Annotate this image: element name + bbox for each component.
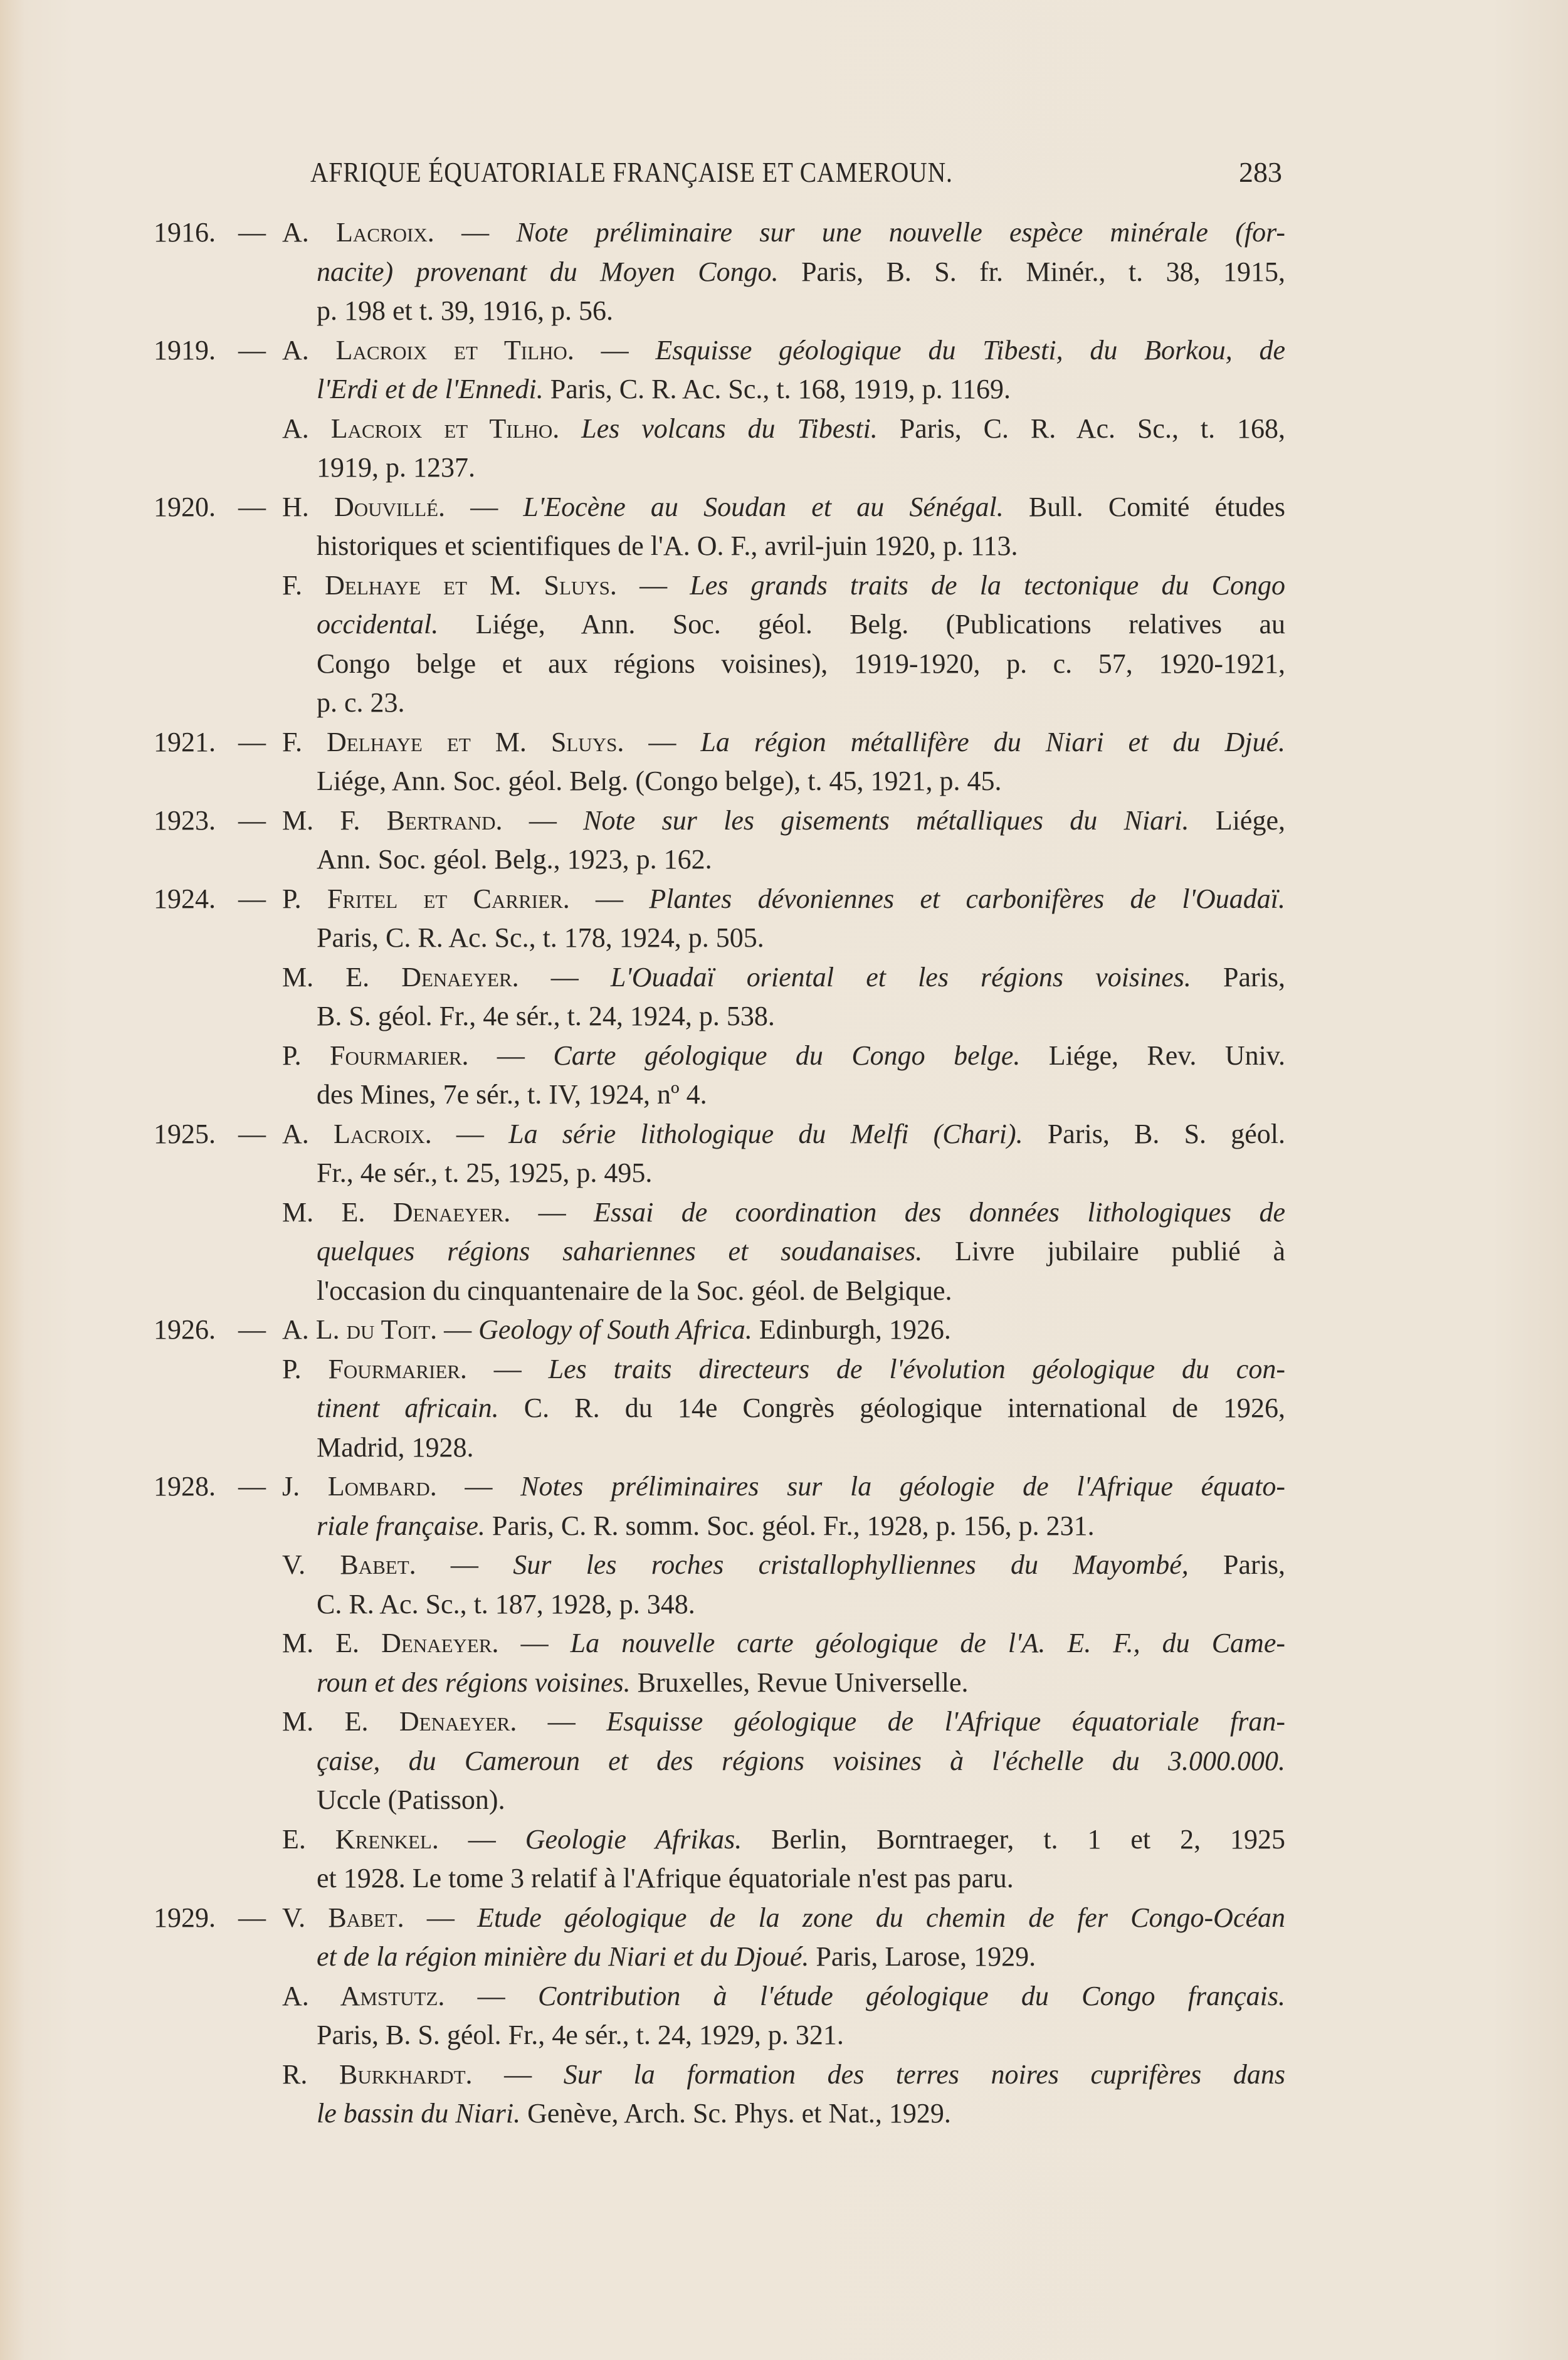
entry-title: L'Ouadaï oriental et les régions voisines. xyxy=(610,961,1191,993)
entry-line xyxy=(154,409,1286,449)
entry-author: A. Lacroix. xyxy=(282,217,434,248)
entry-publication: Bull. Comité études xyxy=(1003,491,1286,522)
entry-author: P. Fourmarier. xyxy=(282,1040,469,1071)
entry-line xyxy=(154,1507,1282,1546)
entry-line xyxy=(154,448,1282,488)
entry-line xyxy=(154,1232,1285,1272)
entry-continuation xyxy=(317,448,1285,488)
entry-year: 1919. xyxy=(154,334,216,366)
entry-separator: — xyxy=(510,1196,594,1228)
entry-separator: — xyxy=(466,1353,549,1384)
bibliography-entry xyxy=(154,1350,1286,1468)
entry-separator: — xyxy=(431,1118,509,1149)
entry-title: Les traits directeurs de l'évolution géologique du con- xyxy=(548,1353,1285,1384)
entry-line xyxy=(154,1820,1286,1860)
entry-publication: Berlin, Borntraeger, t. 1 et 2, 1925 xyxy=(742,1823,1286,1855)
entry-line xyxy=(154,2016,1282,2055)
bibliography-entry xyxy=(154,880,1286,958)
bibliography-entry xyxy=(154,1115,1285,1193)
page-number: 283 xyxy=(1239,156,1282,188)
entry-citation xyxy=(282,1977,1285,2016)
entry-publication: p. 198 et t. 39, 1916, p. 56. xyxy=(317,295,613,326)
entry-publication: Fr., 4e sér., t. 25, 1925, p. 495. xyxy=(317,1157,653,1188)
entry-title: Les volcans du Tibesti. xyxy=(581,413,878,444)
entry-continuation xyxy=(317,1781,1285,1820)
entry-separator: — xyxy=(437,1314,479,1345)
entry-publication: Paris, Larose, 1929. xyxy=(809,1941,1036,1972)
entry-year: 1924. xyxy=(154,883,216,914)
entry-publication: Paris, C. R. Ac. Sc., t. 168, xyxy=(877,413,1286,444)
entry-line xyxy=(154,762,1282,801)
entry-title: Note préliminaire sur une nouvelle espèce minérale (for- xyxy=(516,217,1285,248)
entry-author: M. E. Denaeyer. xyxy=(282,1628,499,1658)
entry-line xyxy=(154,1075,1282,1115)
entry-line xyxy=(154,1467,1285,1507)
entry-year: 1928. xyxy=(154,1471,216,1502)
entry-citation xyxy=(282,1820,1285,1860)
entry-year: 1929. xyxy=(154,1902,216,1933)
entry-citation xyxy=(282,801,1285,841)
entry-line xyxy=(154,527,1282,566)
entry-line xyxy=(154,919,1282,958)
entry-line xyxy=(154,997,1282,1036)
year-dash: — xyxy=(238,1118,266,1149)
entry-line xyxy=(154,1624,1286,1663)
entry-line xyxy=(154,1193,1286,1233)
entry-author: A. Amstutz. xyxy=(282,1980,445,2011)
year-dash: — xyxy=(238,726,266,757)
entry-continuation xyxy=(317,997,1285,1036)
entry-citation xyxy=(282,2055,1285,2095)
entry-title: Etude géologique de la zone du chemin de fer Congo-Océan xyxy=(477,1902,1286,1933)
entry-title: Geologie Afrikas. xyxy=(525,1823,742,1855)
entry-line xyxy=(154,292,1282,331)
bibliography-entry xyxy=(154,1310,1282,1350)
entry-citation xyxy=(282,1350,1285,1389)
entry-separator: — xyxy=(574,334,656,366)
entry-title: Notes préliminaires sur la géologie de l'Afrique équato- xyxy=(520,1471,1285,1502)
entry-continuation xyxy=(317,840,1285,880)
bibliography-entry xyxy=(154,1546,1285,1624)
entry-title: Note sur les gisements métalliques du Niari. xyxy=(583,804,1189,836)
entry-year: 1920. xyxy=(154,491,216,522)
entry-line xyxy=(154,1310,1282,1350)
entry-publication: Madrid, 1928. xyxy=(317,1431,474,1463)
entry-citation xyxy=(282,1193,1285,1233)
bibliography-entry xyxy=(154,723,1285,801)
entry-continuation xyxy=(317,527,1285,566)
entry-line xyxy=(154,1859,1282,1899)
year-dash: — xyxy=(238,1902,266,1933)
entry-line xyxy=(154,1663,1282,1703)
entry-line xyxy=(154,213,1285,253)
entry-line xyxy=(154,645,1285,684)
bibliography-entry xyxy=(154,1624,1286,1702)
entry-continuation xyxy=(317,292,1285,331)
entry-line xyxy=(154,2094,1282,2134)
entry-line xyxy=(154,1036,1285,1076)
entry-author: M. E. Denaeyer. xyxy=(282,961,519,993)
entry-continuation xyxy=(317,2094,1285,2134)
entry-continuation xyxy=(317,1859,1285,1899)
entry-publication: Paris, B. S. géol. xyxy=(1023,1118,1285,1149)
entry-title: Carte géologique du Congo belge. xyxy=(553,1040,1021,1071)
entry-publication: 1919, p. 1237. xyxy=(317,452,475,483)
entry-year: 1923. xyxy=(154,804,216,836)
entry-title: l'Erdi et de l'Ennedi. xyxy=(317,374,544,404)
entry-continuation xyxy=(317,1585,1285,1625)
entry-separator: — xyxy=(517,1706,607,1737)
entry-title: Les grands traits de la tectonique du Congo xyxy=(690,569,1286,601)
year-dash: — xyxy=(238,491,266,522)
entry-continuation xyxy=(317,1428,1285,1468)
entry-author: R. Burkhardt. xyxy=(282,2058,473,2090)
entry-author: H. Douvillé. xyxy=(282,491,446,522)
entry-separator: — xyxy=(438,1823,525,1855)
entry-publication: Congo belge et aux régions voisines), 1919-1920, p. c. 57, 1920-1921, xyxy=(317,648,1285,679)
entry-line xyxy=(154,880,1286,919)
entry-citation xyxy=(282,1036,1285,1076)
entry-author: F. Delhaye et M. Sluys. xyxy=(282,569,617,601)
entry-title: Contribution à l'étude géologique du Congo français. xyxy=(537,1980,1286,2011)
entry-title: riale française. xyxy=(317,1510,485,1541)
bibliography-entry xyxy=(154,2055,1286,2134)
entry-publication: Paris, B. S. fr. Minér., t. 38, 1915, xyxy=(778,256,1285,287)
entry-citation xyxy=(282,409,1285,449)
entry-line xyxy=(154,1899,1286,1938)
entry-title: et de la région minière du Niari et du Djoué. xyxy=(317,1941,809,1972)
entry-line xyxy=(154,1742,1285,1781)
entry-separator: — xyxy=(416,1549,513,1580)
bibliography-entry xyxy=(154,409,1286,488)
entry-continuation xyxy=(317,1389,1285,1428)
entry-title: Essai de coordination des données lithologiques de xyxy=(593,1196,1286,1228)
entry-line xyxy=(154,1272,1282,1311)
entry-separator: — xyxy=(616,569,690,601)
entry-continuation xyxy=(317,1507,1285,1546)
entry-citation xyxy=(282,1115,1285,1154)
entry-line xyxy=(154,1977,1286,2016)
entry-separator: — xyxy=(498,1628,571,1658)
entry-separator: — xyxy=(569,883,650,914)
entry-year: 1916. xyxy=(154,217,216,248)
entry-citation xyxy=(282,1624,1285,1663)
entry-line xyxy=(154,801,1285,841)
entry-line xyxy=(154,1428,1282,1468)
entry-separator: — xyxy=(445,491,524,522)
entry-continuation xyxy=(317,762,1285,801)
entry-continuation xyxy=(317,1272,1285,1311)
entry-publication: l'occasion du cinquantenaire de la Soc. géol. de Belgique. xyxy=(317,1275,952,1306)
entry-line xyxy=(154,605,1285,645)
entry-line xyxy=(154,958,1286,998)
entry-publication: des Mines, 7e sér., t. IV, 1924, nº 4. xyxy=(317,1079,707,1110)
entry-continuation xyxy=(317,1937,1285,1977)
entry-publication: C. R. Ac. Sc., t. 187, 1928, p. 348. xyxy=(317,1588,695,1620)
entry-line xyxy=(154,1937,1282,1977)
entry-citation xyxy=(282,331,1285,371)
entry-publication: Bruxelles, Revue Universelle. xyxy=(630,1667,969,1698)
entry-publication: Paris, C. R. somm. Soc. géol. Fr., 1928, p. 156, p. 231. xyxy=(485,1510,1095,1541)
entry-citation xyxy=(282,566,1285,606)
bibliography-entry xyxy=(154,801,1285,880)
entry-citation xyxy=(282,723,1285,762)
entry-title: quelques régions sahariennes et soudanaises. xyxy=(317,1236,923,1267)
entry-title: La région métallifère du Niari et du Djué. xyxy=(700,726,1285,757)
entry-line xyxy=(154,1154,1282,1193)
entry-continuation xyxy=(317,645,1285,684)
running-title: AFRIQUE ÉQUATORIALE FRANÇAISE ET CAMEROUN. xyxy=(310,156,953,188)
entry-year: 1925. xyxy=(154,1118,216,1149)
entry-author: V. Babet. xyxy=(282,1549,416,1580)
entry-citation xyxy=(282,880,1285,919)
bibliography-entry xyxy=(154,1702,1285,1820)
entry-citation xyxy=(282,1702,1285,1742)
bibliography-entry xyxy=(154,1977,1286,2055)
bibliography-entry xyxy=(154,1036,1285,1115)
entry-title: le bassin du Niari. xyxy=(317,2098,521,2129)
entry-author: P. Fritel et Carrier. xyxy=(282,883,570,914)
entry-continuation xyxy=(317,1663,1285,1703)
entry-line xyxy=(154,723,1285,762)
year-dash: — xyxy=(238,883,266,914)
entry-citation xyxy=(282,1899,1285,1938)
entry-line xyxy=(154,370,1282,409)
entry-line xyxy=(154,566,1286,606)
entry-author: M. E. Denaeyer. xyxy=(282,1706,517,1737)
bibliography-list xyxy=(154,213,1286,2134)
entry-citation xyxy=(282,958,1285,998)
entry-publication: Paris, xyxy=(1191,961,1286,993)
entry-publication: Livre jubilaire publié à xyxy=(922,1236,1285,1267)
entry-publication: Liége, Rev. Univ. xyxy=(1020,1040,1285,1071)
entry-line xyxy=(154,2055,1286,2095)
entry-line xyxy=(154,1350,1285,1389)
year-dash: — xyxy=(238,334,266,366)
entry-author: M. F. Bertrand. xyxy=(282,804,503,836)
entry-author: A. Lacroix et Tilho. xyxy=(282,413,560,444)
entry-author: J. Lombard. xyxy=(282,1471,437,1502)
entry-separator: — xyxy=(624,726,701,757)
entry-line xyxy=(154,488,1286,527)
entry-publication: Genève, Arch. Sc. Phys. et Nat., 1929. xyxy=(520,2098,951,2129)
entry-publication: Liége, Ann. Soc. géol. Belg. (Publications relatives au xyxy=(438,609,1285,640)
entry-author: V. Babet. xyxy=(282,1902,404,1933)
entry-title: Plantes dévoniennes et carbonifères de l'Ouadaï. xyxy=(649,883,1286,914)
entry-line xyxy=(154,1389,1286,1428)
entry-author: P. Fourmarier. xyxy=(282,1353,467,1384)
entry-continuation xyxy=(317,919,1285,958)
page-header xyxy=(310,155,1282,199)
entry-separator: — xyxy=(468,1040,554,1071)
entry-publication: Paris, C. R. Ac. Sc., t. 168, 1919, p. 1169. xyxy=(543,374,1011,404)
entry-publication: Edinburgh, 1926. xyxy=(752,1314,951,1345)
entry-continuation xyxy=(317,1232,1285,1272)
entry-author: A. Lacroix. xyxy=(282,1118,432,1149)
entry-publication: Uccle (Patisson). xyxy=(317,1784,505,1815)
entry-separator: — xyxy=(436,1471,521,1502)
entry-title: Esquisse géologique de l'Afrique équatoriale fran- xyxy=(606,1706,1285,1737)
entry-continuation xyxy=(317,253,1285,292)
entry-separator xyxy=(559,413,581,444)
entry-title: La série lithologique du Melfi (Chari). xyxy=(508,1118,1023,1149)
entry-citation xyxy=(282,1310,1285,1350)
entry-title: occidental. xyxy=(317,609,439,640)
bibliography-entry xyxy=(154,1193,1286,1311)
entry-citation xyxy=(282,488,1285,527)
entry-separator: — xyxy=(445,1980,538,2011)
entry-separator: — xyxy=(518,961,611,993)
entry-continuation xyxy=(317,1075,1285,1115)
entry-title: tinent africain. xyxy=(317,1393,499,1423)
entry-line xyxy=(154,331,1286,371)
entry-title: Sur les roches cristallophylliennes du Mayombé, xyxy=(513,1549,1189,1580)
entry-continuation xyxy=(317,370,1285,409)
bibliography-entry xyxy=(154,958,1286,1036)
bibliography-entry xyxy=(154,1899,1286,1977)
entry-publication: Ann. Soc. géol. Belg., 1923, p. 162. xyxy=(317,844,712,875)
entry-title: L'Eocène au Soudan et au Sénégal. xyxy=(523,491,1004,522)
entry-publication: p. c. 23. xyxy=(317,687,405,718)
entry-publication: et 1928. Le tome 3 relatif à l'Afrique équatoriale n'est pas paru. xyxy=(317,1863,1014,1894)
year-dash: — xyxy=(238,804,266,836)
entry-publication: Liége, Ann. Soc. géol. Belg. (Congo belge), t. 45, 1921, p. 45. xyxy=(317,766,1002,796)
entry-line xyxy=(154,1115,1285,1154)
entry-title: roun et des régions voisines. xyxy=(317,1667,631,1698)
entry-publication: Paris, B. S. géol. Fr., 4e sér., t. 24, 1929, p. 321. xyxy=(317,2020,844,2050)
entry-continuation xyxy=(317,1154,1285,1193)
entry-citation xyxy=(282,1546,1285,1585)
entry-title: Sur la formation des terres noires cuprifères dans xyxy=(563,2058,1286,2090)
entry-year: 1921. xyxy=(154,726,216,757)
entry-title: La nouvelle carte géologique de l'A. E. F., du Came- xyxy=(570,1628,1286,1658)
entry-publication: C. R. du 14e Congrès géologique international de 1926, xyxy=(498,1393,1286,1423)
entry-continuation xyxy=(317,683,1285,723)
entry-author: A. L. du Toit. xyxy=(282,1314,438,1345)
entry-citation xyxy=(282,1467,1285,1507)
entry-line xyxy=(154,253,1285,292)
entry-author: F. Delhaye et M. Sluys. xyxy=(282,726,624,757)
entry-publication: historiques et scientifiques de l'A. O. F., avril-juin 1920, p. 113. xyxy=(317,530,1018,561)
entry-line xyxy=(154,840,1282,880)
entry-citation xyxy=(282,213,1285,253)
bibliography-entry xyxy=(154,331,1286,409)
entry-year: 1926. xyxy=(154,1314,216,1345)
entry-title: Esquisse géologique du Tibesti, du Borkou, de xyxy=(655,334,1286,366)
entry-author: E. Krenkel. xyxy=(282,1823,439,1855)
entry-continuation xyxy=(317,605,1285,645)
entry-line xyxy=(154,1781,1282,1820)
bibliography-entry xyxy=(154,488,1286,566)
entry-separator: — xyxy=(472,2058,564,2090)
entry-separator: — xyxy=(434,217,517,248)
entry-title: çaise, du Cameroun et des régions voisines à l'échelle du 3.000.000. xyxy=(317,1745,1285,1776)
entry-author: A. Lacroix et Tilho. xyxy=(282,334,574,366)
entry-title: Geology of South Africa. xyxy=(478,1314,752,1345)
entry-line xyxy=(154,1546,1285,1585)
year-dash: — xyxy=(238,1314,266,1345)
entry-continuation xyxy=(317,2016,1285,2055)
entry-continuation xyxy=(317,1742,1285,1781)
entry-publication: Liége, xyxy=(1189,804,1285,836)
bibliography-entry xyxy=(154,213,1285,331)
bibliography-entry xyxy=(154,566,1286,723)
entry-author: M. E. Denaeyer. xyxy=(282,1196,511,1228)
year-dash: — xyxy=(238,1471,266,1502)
year-dash: — xyxy=(238,217,266,248)
entry-line xyxy=(154,683,1282,723)
entry-line xyxy=(154,1585,1282,1625)
entry-publication: Paris, xyxy=(1188,1549,1285,1580)
entry-separator: — xyxy=(502,804,584,836)
entry-separator: — xyxy=(404,1902,478,1933)
bibliography-entry xyxy=(154,1467,1285,1546)
bibliography-entry xyxy=(154,1820,1286,1899)
entry-title: nacite) provenant du Moyen Congo. xyxy=(317,256,779,287)
entry-line xyxy=(154,1702,1285,1742)
entry-publication: B. S. géol. Fr., 4e sér., t. 24, 1924, p. 538. xyxy=(317,1001,775,1031)
entry-publication: Paris, C. R. Ac. Sc., t. 178, 1924, p. 505. xyxy=(317,922,764,953)
